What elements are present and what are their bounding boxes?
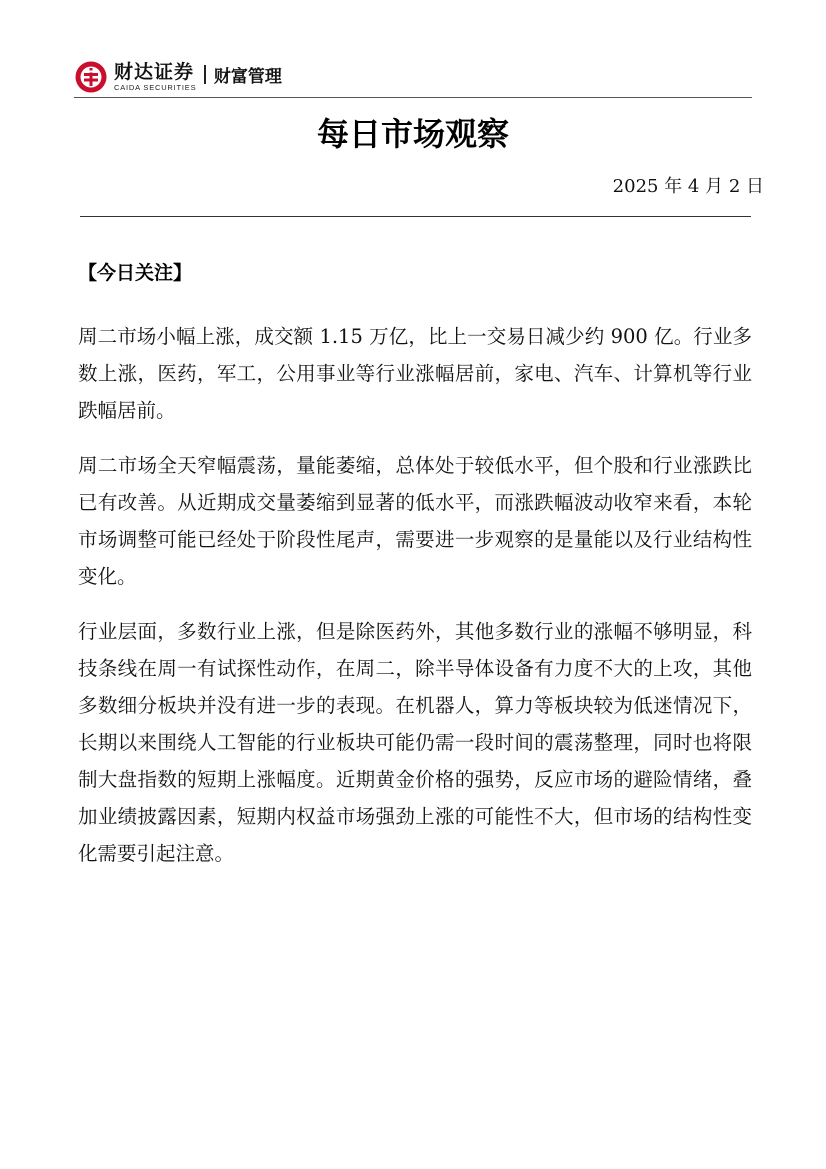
brand-block xyxy=(114,61,196,93)
caida-logo-icon xyxy=(74,60,108,94)
brand-separator xyxy=(204,65,206,84)
report-date: 2025 年 4 月 2 日 xyxy=(612,176,764,197)
report-body xyxy=(78,318,752,890)
brand-subtitle: 财富管理 xyxy=(213,66,282,87)
page-title: 每日市场观察 xyxy=(316,115,509,153)
brand-header xyxy=(74,58,282,96)
paragraph: 周二市场小幅上涨，成交额 1.15 万亿，比上一交易日减少约 900 亿。行业多数上涨，医药，军工，公用事业等行业涨幅居前，家电、汽车、计算机等行业跌幅居前。 xyxy=(78,325,752,422)
paragraph: 行业层面，多数行业上涨，但是除医药外，其他多数行业的涨幅不够明显，科技条线在周一有试探性动作，在周二，除半导体设备有力度不大的上攻，其他多数细分板块并没有进一步的表现。在机器人，算力等板块较为低迷情况下，长期以来围绕人工智能的行业板块可能仍需一段时间的震荡整理，同时也将限制大盘指数的短期上涨幅度。近期黄金价格的强势，反应市场的避险情绪，叠加业绩披露因素，短期内权益市场强劲上涨的可能性不大，但市场的结构性变化需要引起注意。 xyxy=(78,620,752,865)
title-divider xyxy=(80,216,751,217)
brand-name-cn: 财达证券 xyxy=(114,61,195,83)
header-divider xyxy=(74,97,752,98)
paragraph: 周二市场全天窄幅震荡，量能萎缩，总体处于较低水平，但个股和行业涨跌比已有改善。从近期成交量萎缩到显著的低水平，而涨跌幅波动收窄来看，本轮市场调整可能已经处于阶段性尾声，需要进一步观察的是量能以及行业结构性变化。 xyxy=(78,454,752,588)
brand-name-en: CAIDA SECURITIES xyxy=(114,83,197,92)
section-heading: 【今日关注】 xyxy=(78,262,193,284)
